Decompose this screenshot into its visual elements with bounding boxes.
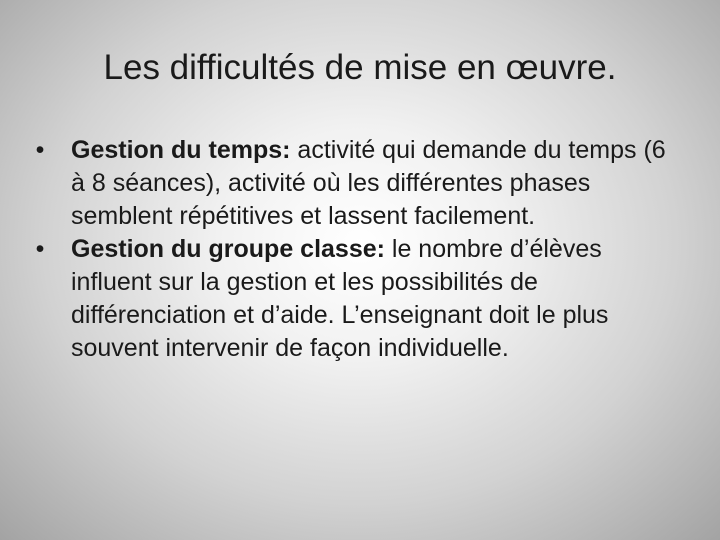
- bullet-text: activité qui demande du temps (6 à 8 séances), activité où les différentes phases semblent répétitives et lassent facilement.: [71, 136, 666, 230]
- bullet-label: Gestion du groupe classe:: [71, 235, 385, 263]
- bullet-item-time-management: [30, 134, 680, 233]
- bullet-icon: •: [35, 136, 45, 164]
- slide-title: Les difficultés de mise en œuvre.: [103, 48, 617, 87]
- bullet-icon: •: [35, 235, 45, 263]
- bullet-list: [30, 134, 680, 365]
- bullet-label: Gestion du temps:: [71, 136, 291, 164]
- bullet-text: le nombre d’élèves influent sur la gestion et les possibilités de différenciation et d’aide. L’enseignant doit le plus souvent intervenir de façon individuelle.: [71, 235, 609, 362]
- bullet-item-class-group-management: [30, 233, 680, 365]
